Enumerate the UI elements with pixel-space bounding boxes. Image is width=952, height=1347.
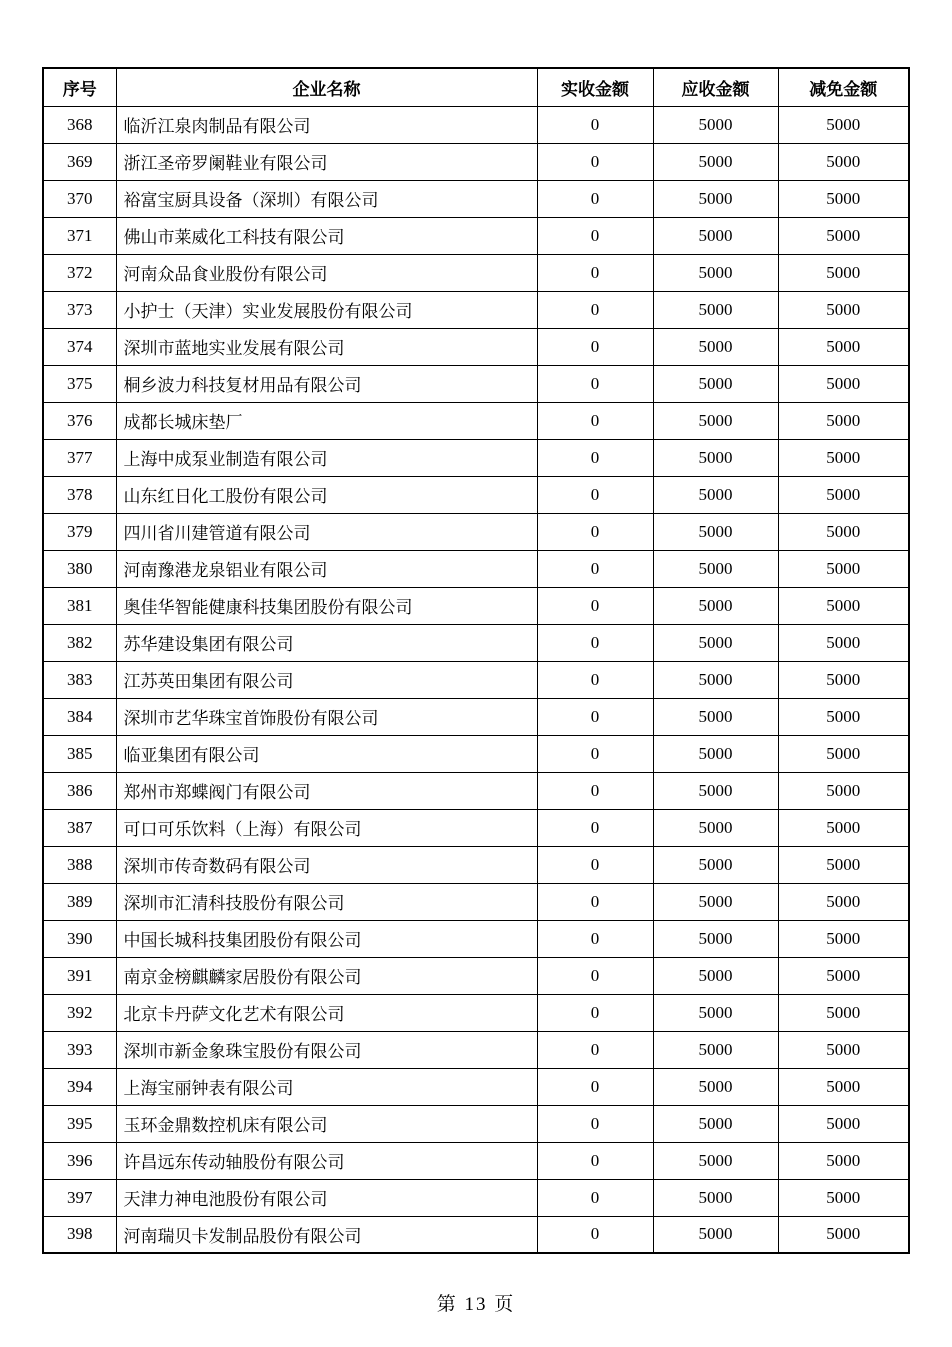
table-row — [43, 143, 909, 180]
cell-reduction-amount: 5000 — [778, 1105, 909, 1142]
column-header-receivable-amount: 应收金额 — [653, 68, 778, 106]
cell-company-name: 深圳市蓝地实业发展有限公司 — [116, 328, 537, 365]
table-row — [43, 1142, 909, 1179]
cell-received-amount: 0 — [537, 809, 653, 846]
cell-received-amount: 0 — [537, 291, 653, 328]
cell-company-name: 北京卡丹萨文化艺术有限公司 — [116, 994, 537, 1031]
cell-company-name: 桐乡波力科技复材用品有限公司 — [116, 365, 537, 402]
table-row — [43, 809, 909, 846]
cell-company-name: 裕富宝厨具设备（深圳）有限公司 — [116, 180, 537, 217]
table-row — [43, 772, 909, 809]
cell-serial-number: 385 — [43, 735, 116, 772]
cell-serial-number: 372 — [43, 254, 116, 291]
cell-serial-number: 392 — [43, 994, 116, 1031]
cell-received-amount: 0 — [537, 1105, 653, 1142]
cell-receivable-amount: 5000 — [653, 1031, 778, 1068]
cell-company-name: 深圳市传奇数码有限公司 — [116, 846, 537, 883]
cell-reduction-amount: 5000 — [778, 809, 909, 846]
cell-receivable-amount: 5000 — [653, 587, 778, 624]
cell-received-amount: 0 — [537, 1031, 653, 1068]
cell-company-name: 河南豫港龙泉铝业有限公司 — [116, 550, 537, 587]
cell-reduction-amount: 5000 — [778, 550, 909, 587]
table-row — [43, 1031, 909, 1068]
cell-receivable-amount: 5000 — [653, 439, 778, 476]
cell-company-name: 许昌远东传动轴股份有限公司 — [116, 1142, 537, 1179]
cell-received-amount: 0 — [537, 513, 653, 550]
cell-receivable-amount: 5000 — [653, 624, 778, 661]
cell-received-amount: 0 — [537, 1179, 653, 1216]
cell-serial-number: 381 — [43, 587, 116, 624]
cell-receivable-amount: 5000 — [653, 846, 778, 883]
cell-serial-number: 379 — [43, 513, 116, 550]
cell-receivable-amount: 5000 — [653, 291, 778, 328]
cell-reduction-amount: 5000 — [778, 846, 909, 883]
cell-receivable-amount: 5000 — [653, 217, 778, 254]
cell-serial-number: 370 — [43, 180, 116, 217]
cell-serial-number: 395 — [43, 1105, 116, 1142]
cell-company-name: 山东红日化工股份有限公司 — [116, 476, 537, 513]
cell-reduction-amount: 5000 — [778, 513, 909, 550]
cell-receivable-amount: 5000 — [653, 180, 778, 217]
cell-received-amount: 0 — [537, 550, 653, 587]
table-row — [43, 883, 909, 920]
cell-receivable-amount: 5000 — [653, 920, 778, 957]
table-row — [43, 254, 909, 291]
cell-received-amount: 0 — [537, 661, 653, 698]
table-row — [43, 587, 909, 624]
cell-receivable-amount: 5000 — [653, 1105, 778, 1142]
cell-reduction-amount: 5000 — [778, 1179, 909, 1216]
cell-received-amount: 0 — [537, 476, 653, 513]
cell-serial-number: 383 — [43, 661, 116, 698]
table-row — [43, 439, 909, 476]
column-header-received-amount: 实收金额 — [537, 68, 653, 106]
cell-reduction-amount: 5000 — [778, 624, 909, 661]
cell-reduction-amount: 5000 — [778, 735, 909, 772]
cell-receivable-amount: 5000 — [653, 698, 778, 735]
cell-receivable-amount: 5000 — [653, 1142, 778, 1179]
cell-company-name: 佛山市莱威化工科技有限公司 — [116, 217, 537, 254]
table-body — [43, 106, 909, 1253]
cell-receivable-amount: 5000 — [653, 402, 778, 439]
cell-serial-number: 393 — [43, 1031, 116, 1068]
cell-serial-number: 369 — [43, 143, 116, 180]
cell-receivable-amount: 5000 — [653, 1216, 778, 1253]
cell-received-amount: 0 — [537, 106, 653, 143]
cell-receivable-amount: 5000 — [653, 735, 778, 772]
cell-reduction-amount: 5000 — [778, 661, 909, 698]
cell-serial-number: 368 — [43, 106, 116, 143]
cell-receivable-amount: 5000 — [653, 772, 778, 809]
cell-company-name: 浙江圣帝罗阑鞋业有限公司 — [116, 143, 537, 180]
cell-company-name: 小护士（天津）实业发展股份有限公司 — [116, 291, 537, 328]
cell-serial-number: 380 — [43, 550, 116, 587]
cell-serial-number: 382 — [43, 624, 116, 661]
cell-receivable-amount: 5000 — [653, 1179, 778, 1216]
table-row — [43, 180, 909, 217]
table-row — [43, 291, 909, 328]
cell-company-name: 可口可乐饮料（上海）有限公司 — [116, 809, 537, 846]
cell-company-name: 奥佳华智能健康科技集团股份有限公司 — [116, 587, 537, 624]
table-row — [43, 328, 909, 365]
cell-receivable-amount: 5000 — [653, 254, 778, 291]
fee-reduction-table — [42, 67, 910, 1254]
cell-reduction-amount: 5000 — [778, 920, 909, 957]
cell-receivable-amount: 5000 — [653, 1068, 778, 1105]
cell-reduction-amount: 5000 — [778, 476, 909, 513]
cell-received-amount: 0 — [537, 624, 653, 661]
cell-company-name: 江苏英田集团有限公司 — [116, 661, 537, 698]
cell-company-name: 中国长城科技集团股份有限公司 — [116, 920, 537, 957]
cell-reduction-amount: 5000 — [778, 439, 909, 476]
cell-received-amount: 0 — [537, 587, 653, 624]
cell-reduction-amount: 5000 — [778, 180, 909, 217]
cell-company-name: 深圳市汇清科技股份有限公司 — [116, 883, 537, 920]
cell-reduction-amount: 5000 — [778, 957, 909, 994]
cell-company-name: 临沂江泉肉制品有限公司 — [116, 106, 537, 143]
cell-reduction-amount: 5000 — [778, 994, 909, 1031]
cell-reduction-amount: 5000 — [778, 106, 909, 143]
cell-received-amount: 0 — [537, 365, 653, 402]
column-header-serial: 序号 — [43, 68, 116, 106]
table-row — [43, 1179, 909, 1216]
cell-receivable-amount: 5000 — [653, 365, 778, 402]
cell-reduction-amount: 5000 — [778, 1216, 909, 1253]
cell-received-amount: 0 — [537, 439, 653, 476]
cell-received-amount: 0 — [537, 698, 653, 735]
cell-serial-number: 378 — [43, 476, 116, 513]
table-row — [43, 698, 909, 735]
cell-received-amount: 0 — [537, 1216, 653, 1253]
table-row — [43, 1105, 909, 1142]
cell-reduction-amount: 5000 — [778, 143, 909, 180]
cell-serial-number: 375 — [43, 365, 116, 402]
cell-reduction-amount: 5000 — [778, 698, 909, 735]
cell-receivable-amount: 5000 — [653, 661, 778, 698]
table-row — [43, 550, 909, 587]
cell-serial-number: 371 — [43, 217, 116, 254]
cell-received-amount: 0 — [537, 254, 653, 291]
cell-company-name: 成都长城床垫厂 — [116, 402, 537, 439]
cell-reduction-amount: 5000 — [778, 587, 909, 624]
cell-serial-number: 396 — [43, 1142, 116, 1179]
cell-received-amount: 0 — [537, 1142, 653, 1179]
cell-reduction-amount: 5000 — [778, 1142, 909, 1179]
cell-received-amount: 0 — [537, 143, 653, 180]
cell-reduction-amount: 5000 — [778, 772, 909, 809]
cell-company-name: 临亚集团有限公司 — [116, 735, 537, 772]
cell-serial-number: 376 — [43, 402, 116, 439]
cell-serial-number: 391 — [43, 957, 116, 994]
cell-reduction-amount: 5000 — [778, 328, 909, 365]
cell-company-name: 上海中成泵业制造有限公司 — [116, 439, 537, 476]
cell-serial-number: 386 — [43, 772, 116, 809]
table-row — [43, 920, 909, 957]
table-row — [43, 735, 909, 772]
cell-reduction-amount: 5000 — [778, 1068, 909, 1105]
column-header-company-name: 企业名称 — [116, 68, 537, 106]
cell-serial-number: 387 — [43, 809, 116, 846]
cell-company-name: 苏华建设集团有限公司 — [116, 624, 537, 661]
cell-company-name: 深圳市新金象珠宝股份有限公司 — [116, 1031, 537, 1068]
table-row — [43, 957, 909, 994]
cell-company-name: 上海宝丽钟表有限公司 — [116, 1068, 537, 1105]
cell-serial-number: 384 — [43, 698, 116, 735]
table-row — [43, 994, 909, 1031]
table-row — [43, 846, 909, 883]
cell-receivable-amount: 5000 — [653, 513, 778, 550]
cell-company-name: 河南众品食业股份有限公司 — [116, 254, 537, 291]
cell-reduction-amount: 5000 — [778, 217, 909, 254]
cell-receivable-amount: 5000 — [653, 550, 778, 587]
cell-reduction-amount: 5000 — [778, 883, 909, 920]
cell-reduction-amount: 5000 — [778, 291, 909, 328]
cell-reduction-amount: 5000 — [778, 365, 909, 402]
cell-received-amount: 0 — [537, 217, 653, 254]
cell-company-name: 郑州市郑蝶阀门有限公司 — [116, 772, 537, 809]
table-row — [43, 217, 909, 254]
cell-received-amount: 0 — [537, 180, 653, 217]
cell-company-name: 玉环金鼎数控机床有限公司 — [116, 1105, 537, 1142]
cell-serial-number: 377 — [43, 439, 116, 476]
page-number: 第 13 页 — [436, 1294, 516, 1315]
cell-reduction-amount: 5000 — [778, 1031, 909, 1068]
table-row — [43, 476, 909, 513]
cell-receivable-amount: 5000 — [653, 957, 778, 994]
cell-receivable-amount: 5000 — [653, 883, 778, 920]
cell-received-amount: 0 — [537, 846, 653, 883]
cell-received-amount: 0 — [537, 328, 653, 365]
table-row — [43, 106, 909, 143]
table-header-row — [43, 68, 909, 106]
cell-receivable-amount: 5000 — [653, 143, 778, 180]
cell-company-name: 天津力神电池股份有限公司 — [116, 1179, 537, 1216]
table-row — [43, 513, 909, 550]
cell-received-amount: 0 — [537, 957, 653, 994]
cell-serial-number: 398 — [43, 1216, 116, 1253]
cell-company-name: 四川省川建管道有限公司 — [116, 513, 537, 550]
table-row — [43, 661, 909, 698]
cell-receivable-amount: 5000 — [653, 809, 778, 846]
table-row — [43, 1068, 909, 1105]
cell-serial-number: 389 — [43, 883, 116, 920]
cell-company-name: 深圳市艺华珠宝首饰股份有限公司 — [116, 698, 537, 735]
cell-serial-number: 390 — [43, 920, 116, 957]
cell-received-amount: 0 — [537, 920, 653, 957]
cell-receivable-amount: 5000 — [653, 476, 778, 513]
cell-serial-number: 373 — [43, 291, 116, 328]
cell-received-amount: 0 — [537, 1068, 653, 1105]
cell-receivable-amount: 5000 — [653, 328, 778, 365]
cell-received-amount: 0 — [537, 772, 653, 809]
cell-received-amount: 0 — [537, 402, 653, 439]
table-row — [43, 624, 909, 661]
cell-receivable-amount: 5000 — [653, 994, 778, 1031]
cell-serial-number: 388 — [43, 846, 116, 883]
cell-received-amount: 0 — [537, 883, 653, 920]
cell-received-amount: 0 — [537, 994, 653, 1031]
cell-serial-number: 397 — [43, 1179, 116, 1216]
table-row — [43, 365, 909, 402]
cell-serial-number: 394 — [43, 1068, 116, 1105]
cell-reduction-amount: 5000 — [778, 402, 909, 439]
cell-reduction-amount: 5000 — [778, 254, 909, 291]
column-header-reduction-amount: 减免金额 — [778, 68, 909, 106]
cell-company-name: 南京金榜麒麟家居股份有限公司 — [116, 957, 537, 994]
cell-received-amount: 0 — [537, 735, 653, 772]
cell-receivable-amount: 5000 — [653, 106, 778, 143]
table-row — [43, 1216, 909, 1253]
table-row — [43, 402, 909, 439]
cell-serial-number: 374 — [43, 328, 116, 365]
cell-company-name: 河南瑞贝卡发制品股份有限公司 — [116, 1216, 537, 1253]
